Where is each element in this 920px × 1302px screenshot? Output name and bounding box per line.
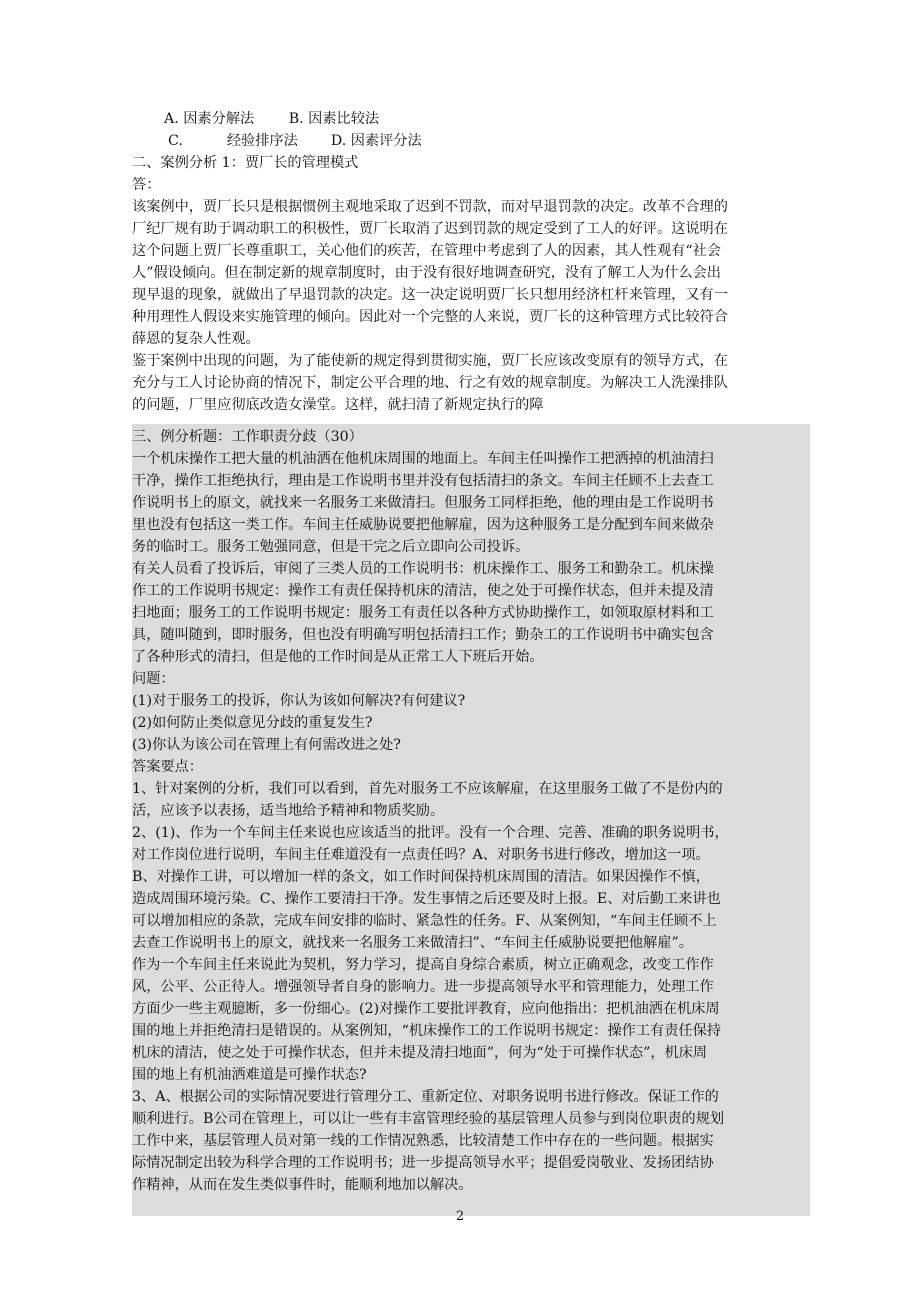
options-row-1: [132, 108, 810, 130]
text-line: 3、A、根据公司的实际情况要进行管理分工、重新定位、对职务说明书进行修改。保证工作的: [132, 1089, 719, 1105]
page-number: 2: [455, 1209, 465, 1224]
text-line: 机床的清洁，使之处于可操作状态，但并未提及清扫地面”，何为“处于可操作状态”，机床周: [132, 1045, 708, 1061]
text-line: 有关人员看了投诉后，审阅了三类人员的工作说明书：机床操作工、服务工和勤杂工。机床操: [132, 561, 714, 577]
option-a: A. 因素分解法: [164, 111, 255, 127]
section2-title: 二、案例分析 1：贾厂长的管理模式: [132, 155, 359, 171]
text-line: 作工的工作说明书规定：操作工有责任保持机床的清洁，使之处于可操作状态，但并未提及清: [132, 583, 714, 599]
text-line: 作精神，从而在发生类似事件时，能顺利地加以解决。: [132, 1177, 473, 1193]
text-line: 厂纪厂规有助于调动职工的积极性，贾厂长取消了迟到罚款的规定受到了工人的好评。这说明在: [132, 221, 728, 237]
option-c-text: 经验排序法: [226, 133, 298, 149]
question-item: (2)如何防止类似意见分歧的重复发生?: [132, 715, 373, 731]
text-line: 际情况制定出较为科学合理的工作说明书；进一步提高领导水平；提倡爱岗敬业、发扬团结协: [132, 1155, 714, 1171]
text-line: 去查工作说明书上的原文，就找来一名服务工来做清扫”、“车间主任威胁说要把他解雇”。: [132, 935, 693, 951]
text-line: 对工作岗位进行说明，车间主任难道没有一点责任吗？A、对职务书进行修改，增加这一项。: [132, 847, 710, 863]
answer-key-body: [132, 778, 810, 1196]
text-line: 充分与工人讨论协商的情况下，制定公平合理的地、行之有效的规章制度。为解决工人洗澡排队: [132, 375, 728, 391]
document-page: [132, 108, 810, 1216]
text-line: 干净，操作工拒绝执行，理由是工作说明书里并没有包括清扫的条文。车间主任顾不上去查工: [132, 473, 714, 489]
text-line: 该案例中，贾厂长只是根据惯例主观地采取了迟到不罚款，而对早退罚款的决定。改革不合理的: [132, 199, 728, 215]
text-line: 作说明书上的原文，就找来一名服务工来做清扫。但服务工同样拒绝，他的理由是工作说明书: [132, 495, 714, 511]
text-line: 风，公平、公正待人。增强领导者自身的影响力。进一步提高领导水平和管理能力，处理工作: [132, 979, 714, 995]
text-line: 的问题，厂里应彻底改造女澡堂。这样，就扫清了新规定执行的障: [132, 397, 544, 413]
text-line: 扫地面；服务工的工作说明书规定：服务工有责任以各种方式协助操作工，如领取原材料和工: [132, 605, 714, 621]
text-line: 种用理性人假设来实施管理的倾向。因此对一个完整的人来说，贾厂长的这种管理方式比较符合: [132, 309, 728, 325]
text-line: 顺利进行。B公司在管理上，可以让一些有丰富管理经验的基层管理人员参与到岗位职责的规划: [132, 1111, 725, 1127]
text-line: 鉴于案例中出现的问题，为了能使新的规定得到贯彻实施，贾厂长应该改变原有的领导方式，在: [132, 353, 728, 369]
text-line: B、对操作工讲，可以增加一样的条文，如工作时间保持机床周围的清洁。如果因操作不慎，: [132, 869, 710, 885]
section3-shaded-block: [132, 424, 810, 1216]
section2-paragraph-2: [132, 350, 810, 416]
text-line: 现早退的现象，就做出了早退罚款的决定。这一决定说明贾厂长只想用经济杠杆来管理，又有一: [132, 287, 728, 303]
question-item: (3)你认为该公司在管理上有何需改进之处?: [132, 737, 401, 753]
section3-title: 三、例分析题：工作职责分歧（30）: [132, 429, 363, 445]
section2-paragraph-1: [132, 196, 810, 350]
text-line: 这个问题上贾厂长尊重职工，关心他们的疾苦，在管理中考虑到了人的因素，其人性观有“社会: [132, 243, 721, 259]
text-line: 可以增加相应的条款，完成车间安排的临时、紧急性的任务。F、从案例知，“车间主任顾不上: [132, 913, 717, 929]
question-item: (1)对于服务工的投诉，你认为该如何解决?有何建议?: [132, 693, 466, 709]
text-line: 围的地上有机油洒难道是可操作状态?: [132, 1067, 367, 1083]
text-line: 造成周围环境污染。C、操作工要清扫干净。发生事情之后还要及时上报。E、对后勤工来讲也: [132, 891, 721, 907]
text-line: 1、针对案例的分析，我们可以看到，首先对服务工不应该解雇，在这里服务工做了不是份内的: [132, 781, 723, 797]
text-line: 方面少一些主观臆断，多一份细心。(2)对操作工要批评教育，应向他指出：把机油洒在机床周: [132, 1001, 720, 1017]
text-line: 作为一个车间主任来说此为契机，努力学习，提高自身综合素质，树立正确观念，改变工作作: [132, 957, 714, 973]
text-line: 人”假设倾向。但在制定新的规章制度时，由于没有很好地调查研究，没有了解工人为什么会出: [132, 265, 721, 281]
questions-label: 问题：: [132, 671, 175, 687]
text-line: 一个机床操作工把大量的机油洒在他机床周围的地面上。车间主任叫操作工把洒掉的机油清扫: [132, 451, 714, 467]
option-d: D. 因素评分法: [330, 133, 422, 149]
text-line: 2、(1)、作为一个车间主任来说也应该适当的批评。没有一个合理、完善、准确的职务说明书，: [132, 825, 729, 841]
option-b: B. 因素比较法: [288, 111, 380, 127]
case-description: [132, 448, 810, 668]
text-line: 活，应该予以表扬，适当地给予精神和物质奖励。: [132, 803, 445, 819]
text-line: 具，随叫随到，即时服务，但也没有明确写明包括清扫工作；勤杂工的工作说明书中确实包含: [132, 627, 714, 643]
answer-key-label: 答案要点：: [132, 759, 203, 775]
section2-answer-label: 答：: [132, 177, 161, 193]
text-line: 薛恩的复杂人性观。: [132, 331, 260, 347]
text-line: 里也没有包括这一类工作。车间主任威胁说要把他解雇，因为这种服务工是分配到车间来做杂: [132, 517, 714, 533]
text-line: 工作中来，基层管理人员对第一线的工作情况熟悉，比较清楚工作中存在的一些问题。根据实: [132, 1133, 714, 1149]
text-line: 务的临时工。服务工勉强同意，但是干完之后立即向公司投诉。: [132, 539, 530, 555]
options-row-2: [132, 130, 810, 152]
option-c-label: C.: [168, 133, 183, 149]
text-line: 了各种形式的清扫，但是他的工作时间是从正常工人下班后开始。: [132, 649, 544, 665]
text-line: 围的地上并拒绝清扫是错误的。从案例知，“机床操作工的工作说明书规定：操作工有责任保持: [132, 1023, 721, 1039]
